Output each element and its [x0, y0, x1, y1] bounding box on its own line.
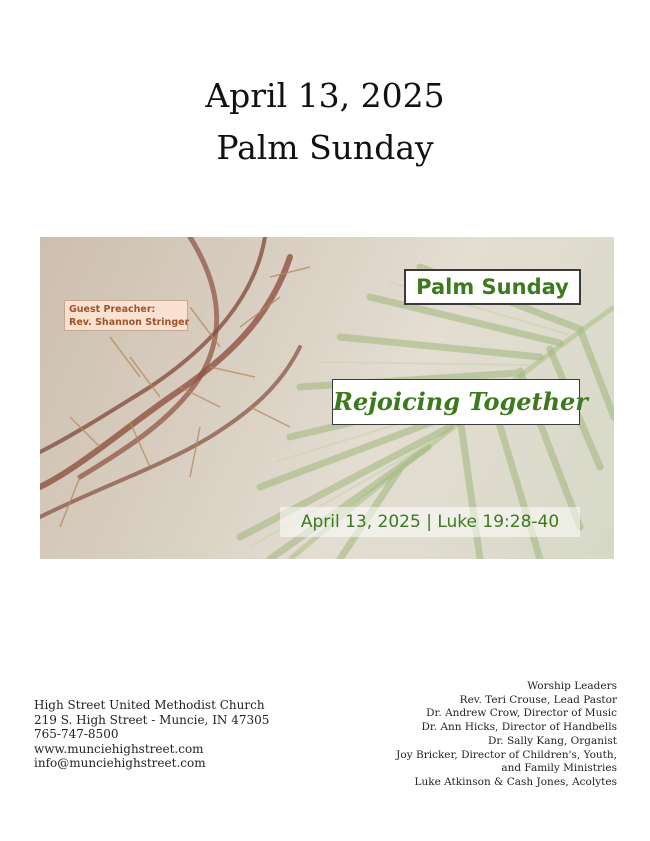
bulletin-title: [0, 70, 650, 174]
banner-palm-sunday-title: Palm Sunday: [404, 269, 581, 305]
leader-line: Rev. Teri Crouse, Lead Pastor: [459, 693, 617, 706]
church-name: High Street United Methodist Church: [34, 698, 265, 712]
church-contact-block: [34, 698, 269, 771]
banner-date-scripture: April 13, 2025 | Luke 19:28-40: [280, 507, 580, 537]
worship-leaders-heading: Worship Leaders: [527, 680, 617, 692]
church-phone: 765-747-8500: [34, 727, 119, 741]
guest-preacher-name: Rev. Shannon Stringer: [69, 317, 190, 328]
leader-line: Dr. Andrew Crow, Director of Music: [426, 707, 617, 720]
service-date: April 13, 2025: [205, 76, 445, 115]
banner-sermon-theme: Rejoicing Together: [332, 379, 580, 425]
leader-line: and Family Ministries: [501, 762, 617, 775]
leader-line: Joy Bricker, Director of Children's, Youth,: [396, 748, 617, 761]
church-address: 219 S. High Street - Muncie, IN 47305: [34, 712, 270, 727]
guest-preacher-heading: Guest Preacher:: [69, 304, 156, 315]
worship-leaders-block: [396, 680, 617, 790]
sermon-banner-image: [40, 237, 614, 559]
leader-line: Dr. Ann Hicks, Director of Handbells: [421, 721, 617, 734]
service-occasion: Palm Sunday: [216, 128, 434, 167]
leader-line: Luke Atkinson & Cash Jones, Acolytes: [414, 775, 617, 788]
guest-preacher-label: [64, 300, 188, 331]
church-website: www.munciehighstreet.com: [34, 741, 204, 756]
leader-line: Dr. Sally Kang, Organist: [488, 734, 617, 747]
church-email: info@munciehighstreet.com: [34, 756, 206, 770]
